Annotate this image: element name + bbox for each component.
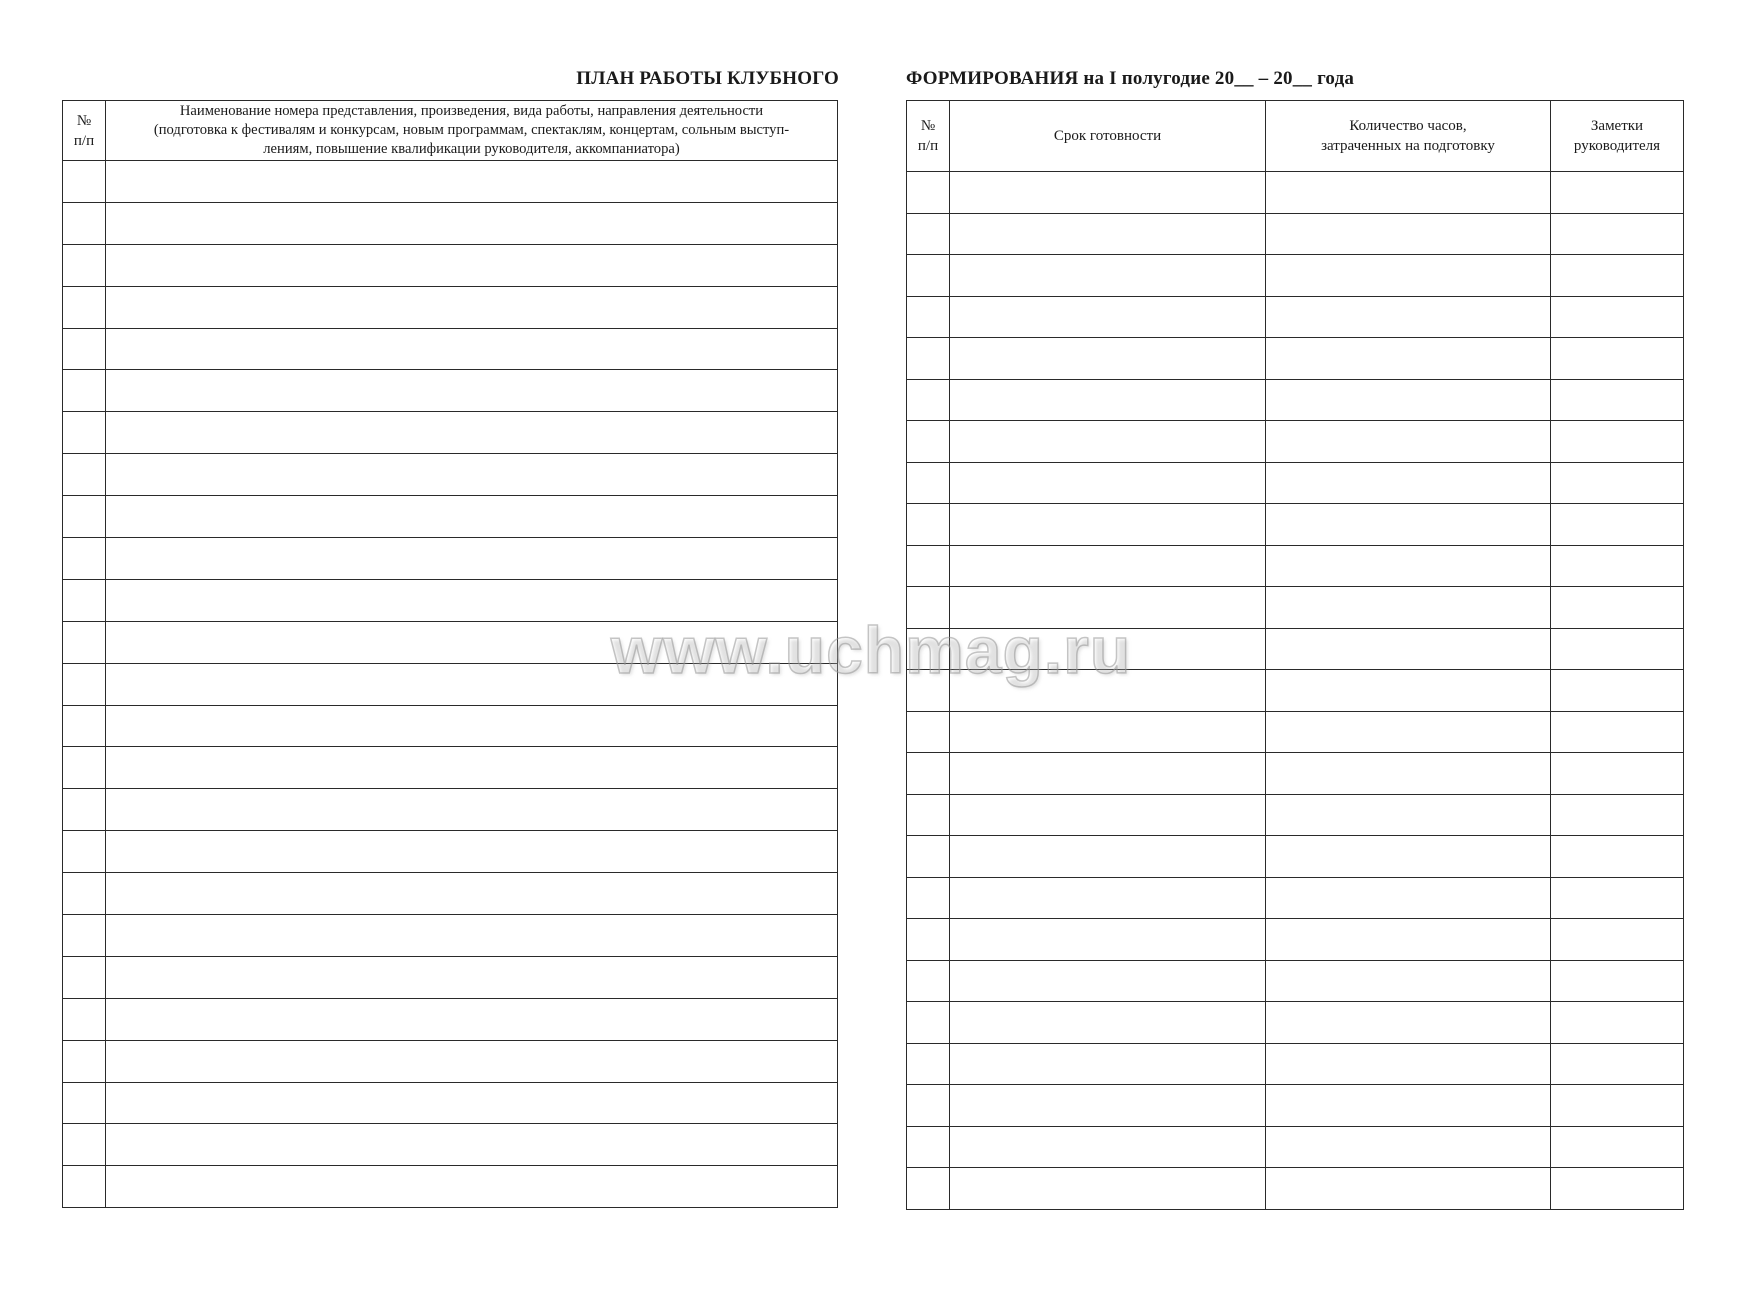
cell-deadline[interactable] xyxy=(950,1168,1266,1210)
table-row xyxy=(63,202,838,244)
cell-activity[interactable] xyxy=(106,831,838,873)
cell-hours[interactable] xyxy=(1266,338,1551,380)
cell-notes[interactable] xyxy=(1551,960,1684,1002)
cell-activity[interactable] xyxy=(106,202,838,244)
table-row xyxy=(907,753,1684,795)
table-row xyxy=(63,747,838,789)
cell-activity[interactable] xyxy=(106,454,838,496)
cell-deadline[interactable] xyxy=(950,296,1266,338)
column-header-hours xyxy=(1266,101,1551,172)
table-row xyxy=(907,338,1684,380)
cell-number[interactable] xyxy=(907,255,950,297)
cell-notes[interactable] xyxy=(1551,587,1684,629)
table-row xyxy=(907,545,1684,587)
table-row xyxy=(907,587,1684,629)
cell-notes[interactable] xyxy=(1551,462,1684,504)
cell-number[interactable] xyxy=(63,579,106,621)
header-line: лениям, повышение квалификации руководителя, аккомпаниатора) xyxy=(263,141,680,157)
column-header-activity xyxy=(106,101,838,161)
cell-notes[interactable] xyxy=(1551,670,1684,712)
cell-hours[interactable] xyxy=(1266,545,1551,587)
cell-notes[interactable] xyxy=(1551,711,1684,753)
cell-activity[interactable] xyxy=(106,1040,838,1082)
table-row xyxy=(907,296,1684,338)
cell-number[interactable] xyxy=(907,296,950,338)
table-row xyxy=(63,286,838,328)
cell-notes[interactable] xyxy=(1551,794,1684,836)
cell-number[interactable] xyxy=(907,504,950,546)
page-title-left: ПЛАН РАБОТЫ КЛУБНОГО xyxy=(576,68,839,89)
cell-number[interactable] xyxy=(907,421,950,463)
cell-notes[interactable] xyxy=(1551,877,1684,919)
table-row xyxy=(907,462,1684,504)
cell-number[interactable] xyxy=(63,1124,106,1166)
header-line: Наименование номера представления, произведения, вида работы, направления деятельности xyxy=(179,103,764,119)
cell-number[interactable] xyxy=(63,202,106,244)
cell-number[interactable] xyxy=(63,161,106,203)
table-row xyxy=(63,705,838,747)
header-line: Срок готовности xyxy=(1053,128,1162,144)
table-row xyxy=(63,831,838,873)
cell-deadline[interactable] xyxy=(950,1043,1266,1085)
cell-number[interactable] xyxy=(63,328,106,370)
cell-hours[interactable] xyxy=(1266,379,1551,421)
cell-number[interactable] xyxy=(907,1002,950,1044)
cell-number[interactable] xyxy=(907,1126,950,1168)
cell-number[interactable] xyxy=(63,538,106,580)
cell-number[interactable] xyxy=(63,915,106,957)
cell-number[interactable] xyxy=(907,462,950,504)
cell-deadline[interactable] xyxy=(950,172,1266,214)
cell-number[interactable] xyxy=(63,998,106,1040)
cell-deadline[interactable] xyxy=(950,753,1266,795)
cell-number[interactable] xyxy=(63,412,106,454)
table-row xyxy=(63,621,838,663)
cell-number[interactable] xyxy=(63,873,106,915)
cell-number[interactable] xyxy=(907,753,950,795)
cell-notes[interactable] xyxy=(1551,255,1684,297)
page-title-right: ФОРМИРОВАНИЯ на I полугодие 20__ – 20__ года xyxy=(906,68,1355,89)
table-row xyxy=(63,956,838,998)
cell-hours[interactable] xyxy=(1266,1168,1551,1210)
cell-activity[interactable] xyxy=(106,161,838,203)
cell-number[interactable] xyxy=(907,545,950,587)
cell-notes[interactable] xyxy=(1551,753,1684,795)
table-row xyxy=(907,960,1684,1002)
cell-notes[interactable] xyxy=(1551,1126,1684,1168)
column-header-number xyxy=(63,101,106,161)
watermark: www.uchmag.ru xyxy=(610,613,1132,687)
cell-deadline[interactable] xyxy=(950,836,1266,878)
table-row xyxy=(63,998,838,1040)
plan-table-left xyxy=(62,100,838,1208)
table-row xyxy=(63,1040,838,1082)
cell-notes[interactable] xyxy=(1551,1002,1684,1044)
cell-notes[interactable] xyxy=(1551,421,1684,463)
cell-hours[interactable] xyxy=(1266,213,1551,255)
cell-deadline[interactable] xyxy=(950,462,1266,504)
table-row xyxy=(63,915,838,957)
table-row xyxy=(907,172,1684,214)
cell-deadline[interactable] xyxy=(950,255,1266,297)
cell-deadline[interactable] xyxy=(950,545,1266,587)
cell-number[interactable] xyxy=(63,454,106,496)
header-line: (подготовка к фестивалям и конкурсам, новым программам, спектаклям, концертам, сольным выступ- xyxy=(153,122,790,138)
cell-deadline[interactable] xyxy=(950,670,1266,712)
cell-hours[interactable] xyxy=(1266,587,1551,629)
cell-number[interactable] xyxy=(907,877,950,919)
cell-notes[interactable] xyxy=(1551,213,1684,255)
header-line: Количество часов, xyxy=(1349,118,1467,134)
cell-hours[interactable] xyxy=(1266,255,1551,297)
table-body-left xyxy=(63,161,838,1208)
cell-deadline[interactable] xyxy=(950,1126,1266,1168)
cell-hours[interactable] xyxy=(1266,1085,1551,1127)
cell-number[interactable] xyxy=(63,1082,106,1124)
table-row xyxy=(63,412,838,454)
cell-number[interactable] xyxy=(907,919,950,961)
cell-activity[interactable] xyxy=(106,789,838,831)
cell-number[interactable] xyxy=(63,789,106,831)
cell-hours[interactable] xyxy=(1266,462,1551,504)
cell-number[interactable] xyxy=(907,338,950,380)
plan-table-right xyxy=(906,100,1684,1210)
cell-deadline[interactable] xyxy=(950,587,1266,629)
table-row xyxy=(63,538,838,580)
cell-activity[interactable] xyxy=(106,328,838,370)
cell-activity[interactable] xyxy=(106,663,838,705)
cell-hours[interactable] xyxy=(1266,794,1551,836)
table-row xyxy=(63,454,838,496)
cell-notes[interactable] xyxy=(1551,172,1684,214)
header-line: № xyxy=(920,118,936,134)
table-row xyxy=(907,1002,1684,1044)
cell-activity[interactable] xyxy=(106,538,838,580)
cell-number[interactable] xyxy=(907,1085,950,1127)
cell-hours[interactable] xyxy=(1266,628,1551,670)
cell-number[interactable] xyxy=(63,621,106,663)
table-row xyxy=(907,379,1684,421)
cell-number[interactable] xyxy=(63,747,106,789)
table-row xyxy=(907,1085,1684,1127)
table-row xyxy=(907,670,1684,712)
cell-number[interactable] xyxy=(907,172,950,214)
cell-number[interactable] xyxy=(63,496,106,538)
cell-number[interactable] xyxy=(907,960,950,1002)
table-row xyxy=(907,213,1684,255)
cell-number[interactable] xyxy=(63,663,106,705)
cell-deadline[interactable] xyxy=(950,711,1266,753)
cell-notes[interactable] xyxy=(1551,919,1684,961)
cell-notes[interactable] xyxy=(1551,628,1684,670)
cell-activity[interactable] xyxy=(106,915,838,957)
cell-deadline[interactable] xyxy=(950,919,1266,961)
table-row xyxy=(63,873,838,915)
cell-hours[interactable] xyxy=(1266,421,1551,463)
table-row xyxy=(63,789,838,831)
cell-notes[interactable] xyxy=(1551,379,1684,421)
cell-hours[interactable] xyxy=(1266,296,1551,338)
table-row xyxy=(907,1043,1684,1085)
cell-deadline[interactable] xyxy=(950,338,1266,380)
cell-hours[interactable] xyxy=(1266,1126,1551,1168)
table-header-row xyxy=(63,101,838,161)
cell-deadline[interactable] xyxy=(950,628,1266,670)
cell-number[interactable] xyxy=(63,370,106,412)
cell-number[interactable] xyxy=(63,956,106,998)
cell-activity[interactable] xyxy=(106,747,838,789)
table-header-row xyxy=(907,101,1684,172)
cell-hours[interactable] xyxy=(1266,172,1551,214)
cell-hours[interactable] xyxy=(1266,670,1551,712)
cell-activity[interactable] xyxy=(106,579,838,621)
cell-hours[interactable] xyxy=(1266,877,1551,919)
cell-notes[interactable] xyxy=(1551,296,1684,338)
cell-number[interactable] xyxy=(907,379,950,421)
table-row xyxy=(63,370,838,412)
cell-deadline[interactable] xyxy=(950,794,1266,836)
right-page xyxy=(871,0,1742,1300)
cell-number[interactable] xyxy=(63,831,106,873)
table-row xyxy=(907,836,1684,878)
table-row xyxy=(907,711,1684,753)
cell-notes[interactable] xyxy=(1551,836,1684,878)
cell-notes[interactable] xyxy=(1551,545,1684,587)
table-row xyxy=(907,919,1684,961)
cell-hours[interactable] xyxy=(1266,836,1551,878)
table-row xyxy=(907,421,1684,463)
cell-number[interactable] xyxy=(907,836,950,878)
header-line: затраченных на подготовку xyxy=(1321,138,1495,154)
cell-number[interactable] xyxy=(63,244,106,286)
cell-hours[interactable] xyxy=(1266,919,1551,961)
cell-activity[interactable] xyxy=(106,1166,838,1208)
cell-activity[interactable] xyxy=(106,1082,838,1124)
cell-deadline[interactable] xyxy=(950,379,1266,421)
cell-deadline[interactable] xyxy=(950,1002,1266,1044)
header-line: п/п xyxy=(73,132,95,149)
cell-hours[interactable] xyxy=(1266,1043,1551,1085)
cell-activity[interactable] xyxy=(106,496,838,538)
cell-activity[interactable] xyxy=(106,286,838,328)
cell-number[interactable] xyxy=(63,705,106,747)
cell-hours[interactable] xyxy=(1266,753,1551,795)
table-row xyxy=(63,1124,838,1166)
cell-number[interactable] xyxy=(63,286,106,328)
table-row xyxy=(907,628,1684,670)
cell-number[interactable] xyxy=(907,794,950,836)
cell-deadline[interactable] xyxy=(950,1085,1266,1127)
header-line: Заметки xyxy=(1590,118,1644,134)
table-row xyxy=(63,161,838,203)
cell-notes[interactable] xyxy=(1551,1168,1684,1210)
cell-deadline[interactable] xyxy=(950,421,1266,463)
cell-number[interactable] xyxy=(63,1166,106,1208)
table-body-right xyxy=(907,172,1684,1210)
column-header-deadline xyxy=(950,101,1266,172)
table-row xyxy=(63,663,838,705)
cell-activity[interactable] xyxy=(106,244,838,286)
cell-number[interactable] xyxy=(907,213,950,255)
cell-activity[interactable] xyxy=(106,705,838,747)
cell-activity[interactable] xyxy=(106,370,838,412)
table-row xyxy=(63,579,838,621)
cell-deadline[interactable] xyxy=(950,504,1266,546)
header-line: № xyxy=(76,112,92,129)
cell-number[interactable] xyxy=(907,628,950,670)
table-row xyxy=(63,1082,838,1124)
cell-hours[interactable] xyxy=(1266,504,1551,546)
column-header-number xyxy=(907,101,950,172)
table-row xyxy=(907,1126,1684,1168)
header-line: руководителя xyxy=(1573,138,1661,154)
table-row xyxy=(907,255,1684,297)
cell-deadline[interactable] xyxy=(950,960,1266,1002)
cell-notes[interactable] xyxy=(1551,338,1684,380)
cell-deadline[interactable] xyxy=(950,213,1266,255)
cell-hours[interactable] xyxy=(1266,1002,1551,1044)
table-row xyxy=(63,496,838,538)
header-line: п/п xyxy=(917,138,939,154)
cell-activity[interactable] xyxy=(106,873,838,915)
cell-notes[interactable] xyxy=(1551,1043,1684,1085)
table-row xyxy=(63,1166,838,1208)
table-row xyxy=(907,504,1684,546)
cell-activity[interactable] xyxy=(106,412,838,454)
cell-activity[interactable] xyxy=(106,1124,838,1166)
column-header-notes xyxy=(1551,101,1684,172)
cell-hours[interactable] xyxy=(1266,960,1551,1002)
cell-notes[interactable] xyxy=(1551,504,1684,546)
table-row xyxy=(907,794,1684,836)
cell-number[interactable] xyxy=(63,1040,106,1082)
cell-activity[interactable] xyxy=(106,621,838,663)
cell-hours[interactable] xyxy=(1266,711,1551,753)
cell-deadline[interactable] xyxy=(950,877,1266,919)
table-row xyxy=(907,877,1684,919)
cell-activity[interactable] xyxy=(106,956,838,998)
cell-number[interactable] xyxy=(907,711,950,753)
cell-number[interactable] xyxy=(907,587,950,629)
cell-notes[interactable] xyxy=(1551,1085,1684,1127)
cell-activity[interactable] xyxy=(106,998,838,1040)
table-row xyxy=(907,1168,1684,1210)
cell-number[interactable] xyxy=(907,1168,950,1210)
cell-number[interactable] xyxy=(907,1043,950,1085)
table-row xyxy=(63,244,838,286)
cell-number[interactable] xyxy=(907,670,950,712)
table-row xyxy=(63,328,838,370)
